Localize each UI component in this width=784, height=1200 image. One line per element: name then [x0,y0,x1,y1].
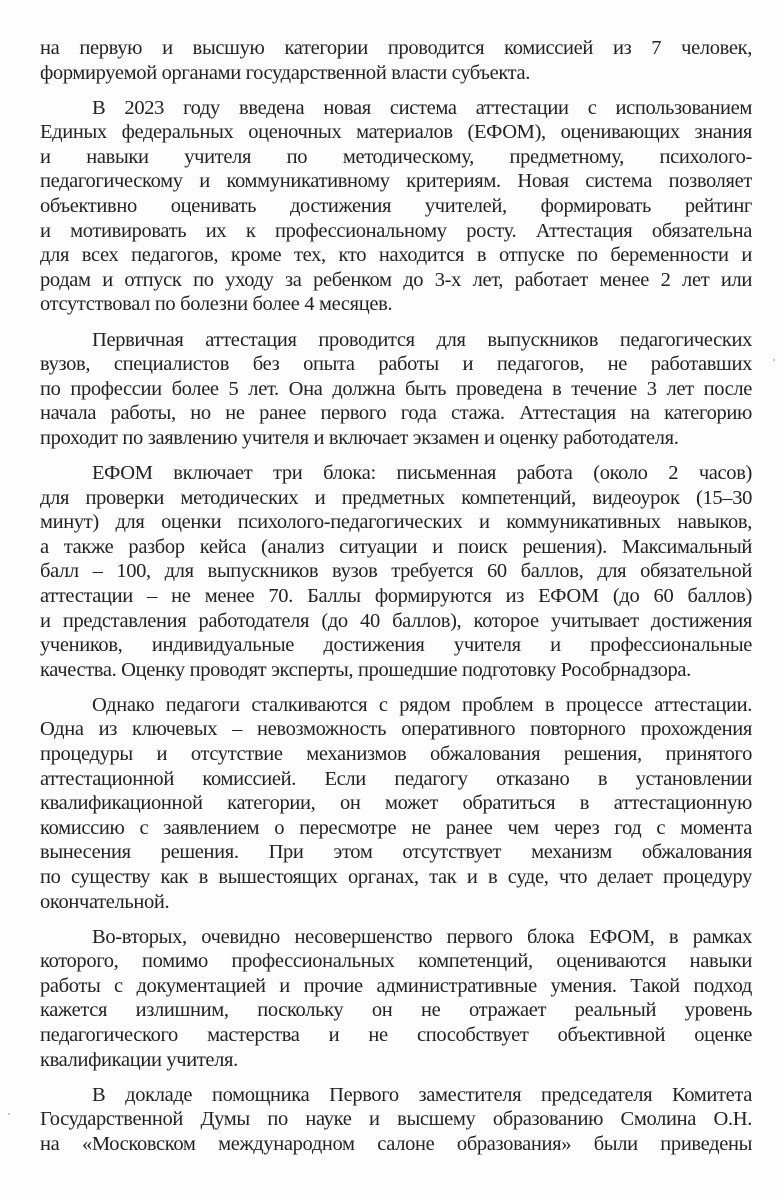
text-line: кажется излишним, поскольку он не отражает реальный уровень [40,999,752,1022]
paragraph [40,693,752,914]
paragraph [40,328,752,451]
text-line: начала работы, но не ранее первого года стажа. Аттестация на категорию [40,402,752,425]
text-line: квалификации учителя. [40,1048,238,1071]
text-line: балл – 100, для выпускников вузов требуется 60 баллов, для обязательной [40,560,752,583]
text-line: для всех педагогов, кроме тех, кто находится в отпуске по беременности и [40,244,752,267]
text-line: которого, помимо профессиональных компетенций, оцениваются навыки [40,950,752,973]
text-line: комиссию с заявлением о пересмотре не ранее чем через год с момента [40,816,752,839]
paragraph [40,1083,752,1157]
text-line: на первую и высшую категории проводится комиссией из 7 человек, [40,37,752,59]
text-line: качества. Оценку проводят эксперты, прошедшие подготовку Рособрнадзора. [40,658,691,681]
text-line: формируемой органами государственной власти субъекта. [40,61,531,84]
text-line: на «Московском международном салоне образования» были приведены [40,1132,752,1155]
text-line: работы с документацией и прочие административные умения. Такой подход [40,974,752,997]
text-line: Одна из ключевых – невозможность оперативного повторного прохождения [40,718,752,741]
text-line: минут) для оценки психолого-педагогических и коммуникативных навыков, [40,511,752,534]
text-line: по профессии более 5 лет. Она должна быть проведена в течение 3 лет после [40,377,752,400]
text-line: отсутствовал по болезни более 4 месяцев. [40,293,393,316]
scan-speck [773,359,775,361]
text-line: а также разбор кейса (анализ ситуации и поиск решения). Максимальный [40,535,752,558]
document-body [40,36,752,1167]
text-line: Однако педагоги сталкиваются с рядом проблем в процессе аттестации. [92,693,752,716]
text-line: Во-вторых, очевидно несовершенство первого блока ЕФОМ, в рамках [92,925,752,948]
text-line: по существу как в вышестоящих органах, так и в суде, что делает процедуру [40,866,752,888]
text-line: Государственной Думы по науке и высшему образованию Смолина О.Н. [40,1108,752,1131]
text-line: и мотивировать их к профессиональному росту. Аттестация обязательна [40,219,752,242]
text-line: учеников, индивидуальные достижения учителя и профессиональные [40,634,752,657]
paragraph [40,925,752,1073]
text-line: вынесения решения. При этом отсутствует механизм обжалования [40,841,752,864]
text-line: В докладе помощника Первого заместителя председателя Комитета [92,1083,752,1106]
text-line: и представления работодателя (до 40 баллов), которое учитывает достижения [40,609,752,632]
text-line: педагогического мастерства и не способствует объективной оценке [40,1024,752,1047]
text-line: аттестации – не менее 70. Баллы формируются из ЕФОМ (до 60 баллов) [40,584,752,607]
text-line: объективно оценивать достижения учителей, формировать рейтинг [40,195,752,218]
text-line: аттестационной комиссией. Если педагогу отказано в установлении [40,767,752,790]
text-line: окончательной. [40,890,170,913]
paragraph [40,461,752,682]
text-line: педагогическому и коммуникативному критериям. Новая система позволяет [40,170,752,193]
text-line: и навыки учителя по методическому, предметному, психолого- [40,145,752,168]
text-line: для проверки методических и предметных компетенций, видеоурок (15–30 [40,486,752,509]
paragraph [40,96,752,317]
text-line: родам и отпуск по уходу за ребенком до 3-х лет, работает менее 2 лет или [40,268,752,291]
text-line: ЕФОМ включает три блока: письменная работа (около 2 часов) [92,462,752,484]
text-line: проходит по заявлению учителя и включает экзамен и оценку работодателя. [40,426,679,449]
text-line: В 2023 году введена новая система аттестации с использованием [92,96,752,119]
paragraph [40,36,752,85]
text-line: Первичная аттестация проводится для выпускников педагогических [92,328,752,351]
text-line: процедуры и отсутствие механизмов обжалования решения, принятого [40,743,752,766]
scan-speck [8,1113,10,1115]
text-line: квалификационной категории, он может обратиться в аттестационную [40,792,752,815]
text-line: Единых федеральных оценочных материалов (ЕФОМ), оценивающих знания [40,121,752,144]
text-line: вузов, специалистов без опыта работы и педагогов, не работавших [40,353,752,376]
